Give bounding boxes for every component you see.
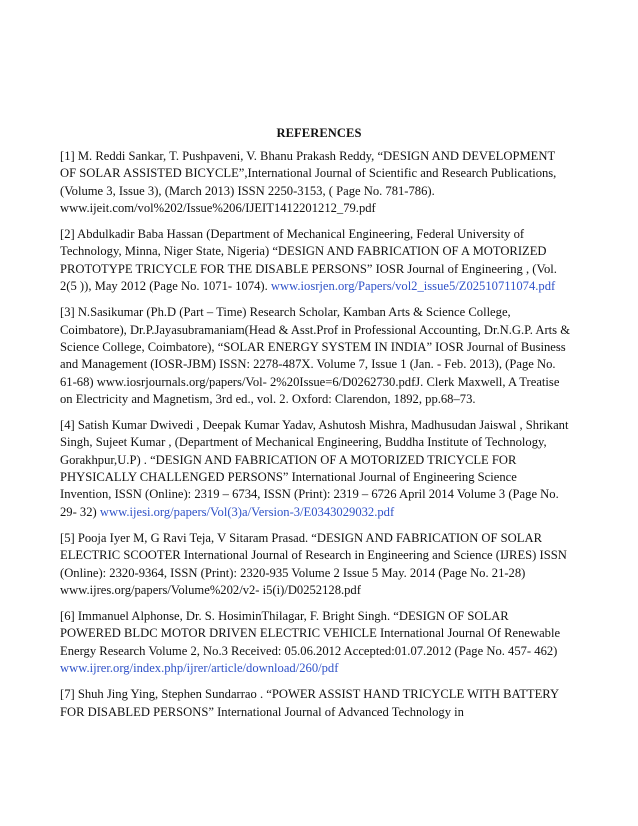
reference-1-link[interactable]: www.ijeit.com/vol%202/Issue%206/IJEIT1412201212_79.pdf [60,200,376,215]
references-heading: REFERENCES [276,126,362,140]
reference-7 [60,686,570,721]
reference-2-link[interactable]: www.iosrjen.org/Papers/vol2_issue5/Z02510711074.pdf [270,279,556,294]
reference-3-text: [3] N.Sasikumar (Ph.D (Part – Time) Research Scholar, Kamban Arts & Science College, Coimbatore), Dr.P.Jayasubramaniam(Head & Asst.Prof in Professional Accounting, Dr.N.G.P. Arts & Science College, Coimbatore), “SOLAR ENERGY SYSTEM IN INDIA” IOSR Journal of Business and Management (IOSR-JBM) ISSN: 2278-487X. Volume 7, Issue 1 (Jan. - Feb. 2013), (Page No. 61-68) [60,305,570,389]
reference-3-link[interactable]: www.iosrjournals.org/papers/Vol- 2%20Issue=6/D0262730.pdf [96,374,416,389]
reference-3-tail: J. Clerk Maxwell, A Treatise on Electricity and Magnetism, 3rd ed., vol. 2. Oxford: Clarendon, 1892, pp.68–73. [60,374,560,406]
reference-6-text: [6] Immanuel Alphonse, Dr. S. HosiminThilagar, F. Bright Singh. “DESIGN OF SOLAR POWERED BLDC MOTOR DRIVEN ELECTRIC VEHICLE International Journal Of Renewable Energy Research Volume 2, No.3 Received: 05.06.2012 Accepted:01.07.2012 (Page No. 457- 462) [60,609,561,658]
reference-6 [60,608,570,677]
reference-4-text: [4] Satish Kumar Dwivedi , Deepak Kumar Yadav, Ashutosh Mishra, Madhusudan Jaiswal , Shrikant Singh, Sujeet Kumar , (Department of Mechanical Engineering, Buddha Institute of Technology, Gorakhpur,U.P) . “DESIGN AND FABRICATION OF A MOTORIZED TRICYCLE FOR PHYSICALLY CHALLENGED PERSONS” International Journal of Engineering Science Invention, ISSN (Online): 2319 – 6734, ISSN (Print): 2319 – 6726 April 2014 Volume 3 (Page No. 29- 32) [60,418,569,519]
reference-2-text: [2] Abdulkadir Baba Hassan (Department of Mechanical Engineering, Federal University of Technology, Minna, Niger State, Nigeria) “DESIGN AND FABRICATION OF A MOTORIZED PROTOTYPE TRICYCLE FOR THE DISABLE PERSONS” IOSR Journal of Engineering , (Vol. 2(5 )), May 2012 (Page No. 1071- 1074). [60,227,557,294]
reference-6-link[interactable]: www.ijrer.org/index.php/ijrer/article/download/260/pdf [60,661,339,676]
reference-1-text: [1] M. Reddi Sankar, T. Pushpaveni, V. Bhanu Prakash Reddy, “DESIGN AND DEVELOPMENT OF SOLAR ASSISTED BICYCLE”,International Journal of Scientific and Research Publications, (Volume 3, Issue 3), (March 2013) ISSN 2250-3153, ( Page No. 781-786). [60,149,557,198]
reference-7-text: [7] Shuh Jing Ying, Stephen Sundarrao . “POWER ASSIST HAND TRICYCLE WITH BATTERY FOR DISABLED PERSONS” International Journal of Advanced Technology in [60,687,559,719]
reference-5-text: [5] Pooja Iyer M, G Ravi Teja, V Sitaram Prasad. “DESIGN AND FABRICATION OF SOLAR ELECTRIC SCOOTER International Journal of Research in Engineering and Science (IJRES) ISSN (Online): 2320-9364, ISSN (Print): 2320-935 Volume 2 Issue 5 May. 2014 (Page No. 21-28) [60,530,567,580]
reference-5 [60,530,570,599]
reference-1 [60,148,570,217]
reference-4-link[interactable]: www.ijesi.org/papers/Vol(3)a/Version-3/E0343029032.pdf [99,504,395,519]
references-list [60,148,570,730]
reference-2 [60,226,570,295]
reference-5-link[interactable]: www.ijres.org/papers/Volume%202/v2- i5(i)/D0252128.pdf [60,582,361,597]
reference-4 [60,417,570,521]
reference-3 [60,304,570,408]
